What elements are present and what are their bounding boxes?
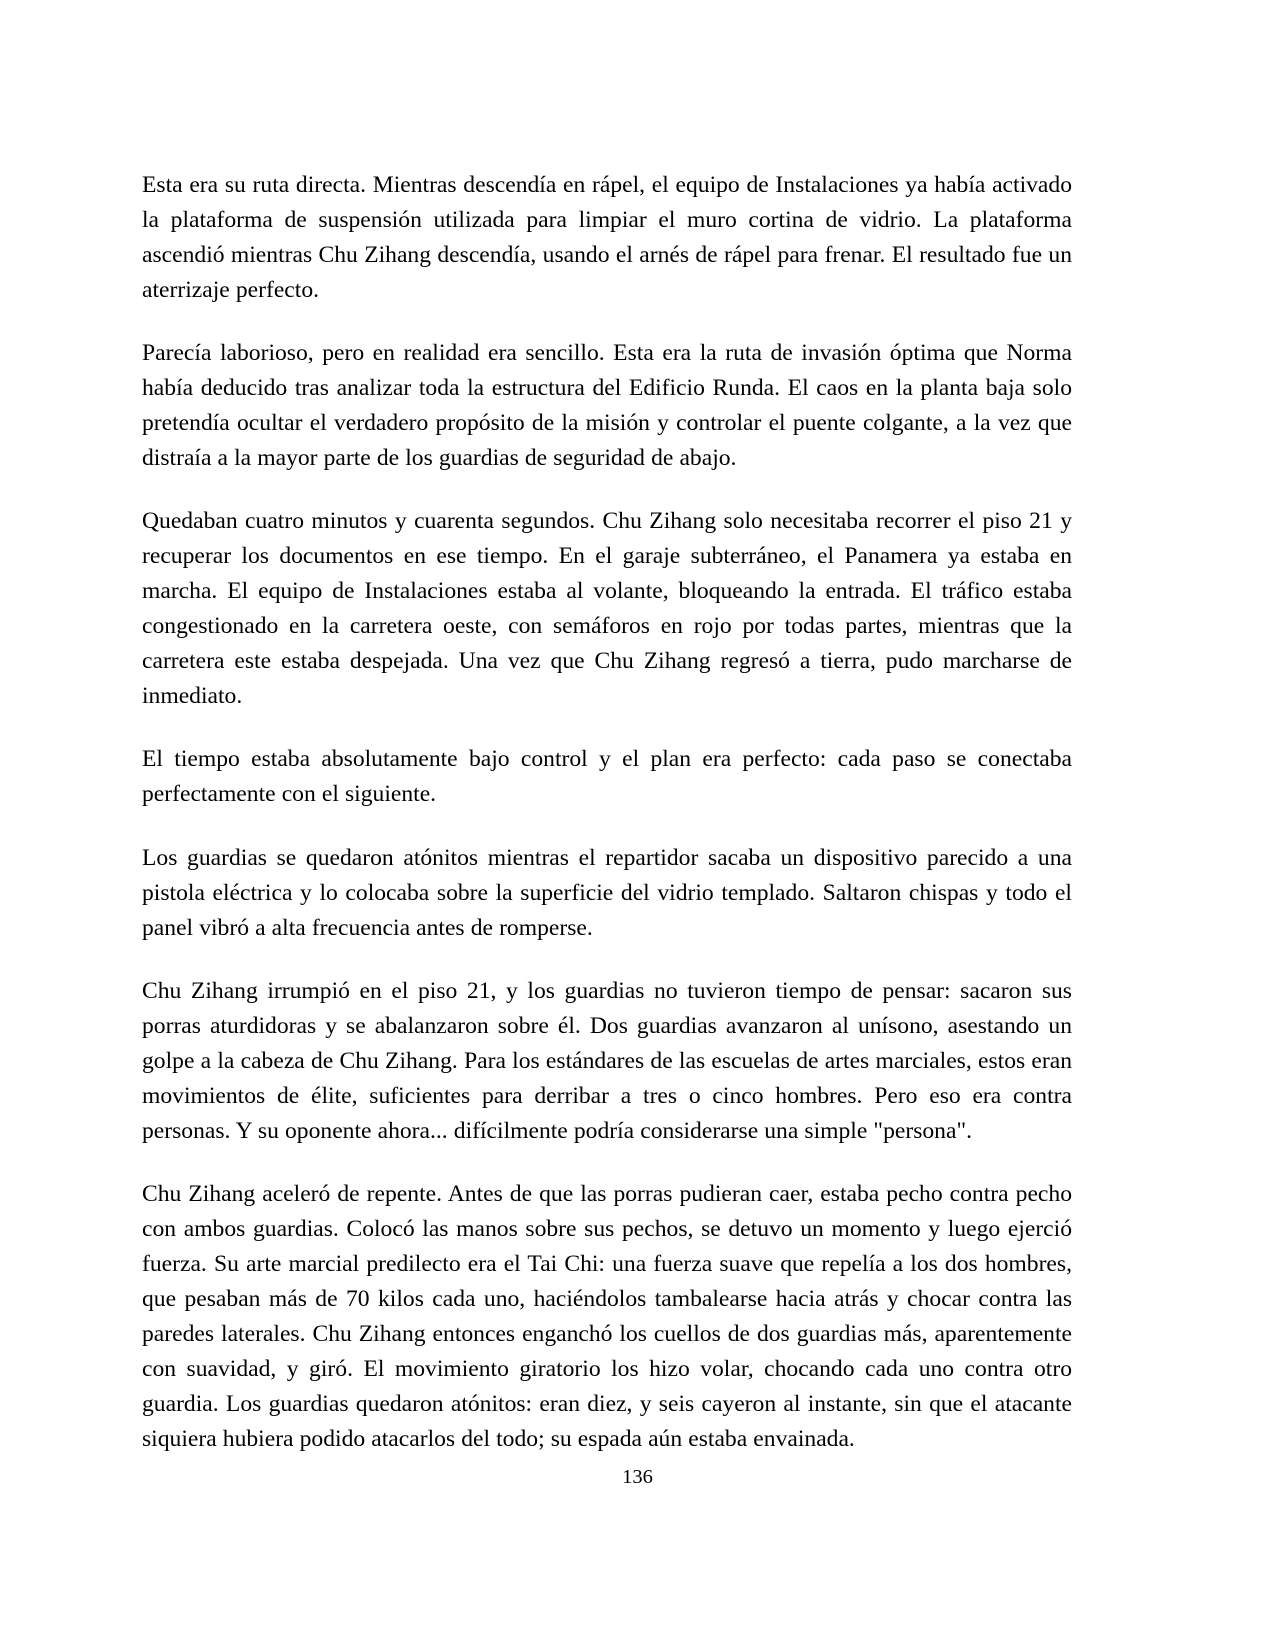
paragraph: Los guardias se quedaron atónitos mientras el repartidor sacaba un dispositivo parecido a una pistola eléctrica y lo colocaba sobre la superficie del vidrio templado. Saltaron chispas y todo el panel vibró a alta frecuencia antes de romperse. [142, 844, 1072, 941]
page-number: 136 [622, 1466, 653, 1488]
paragraph: Quedaban cuatro minutos y cuarenta segundos. Chu Zihang solo necesitaba recorrer el piso 21 y recuperar los documentos en ese tiempo. En el garaje subterráneo, el Panamera ya estaba en marcha. El equipo de Instalaciones estaba al volante, bloqueando la entrada. El tráfico estaba congestionado en la carretera oeste, con semáforos en rojo por todas partes, mientras que la carretera este estaba despejada. Una vez que Chu Zihang regresó a tierra, pudo marcharse de inmediato. [142, 508, 1072, 710]
paragraph: Chu Zihang irrumpió en el piso 21, y los guardias no tuvieron tiempo de pensar: sacaron sus porras aturdidoras y se abalanzaron sobre él. Dos guardias avanzaron al unísono, asestando un golpe a la cabeza de Chu Zihang. Para los estándares de las escuelas de artes marciales, estos eran movimientos de élite, suficientes para derribar a tres o cinco hombres. Pero eso era contra personas. Y su oponente ahora... difícilmente podría considerarse una simple "persona". [142, 977, 1072, 1144]
paragraph: Esta era su ruta directa. Mientras descendía en rápel, el equipo de Instalaciones ya había activado la plataforma de suspensión utilizada para limpiar el muro cortina de vidrio. La plataforma ascendió mientras Chu Zihang descendía, usando el arnés de rápel para frenar. El resultado fue un aterrizaje perfecto. [142, 172, 1072, 304]
paragraph: Parecía laborioso, pero en realidad era sencillo. Esta era la ruta de invasión óptima que Norma había deducido tras analizar toda la estructura del Edificio Runda. El caos en la planta baja solo pretendía ocultar el verdadero propósito de la misión y controlar el puente colgante, a la vez que distraía a la mayor parte de los guardias de seguridad de abajo. [142, 340, 1072, 472]
page-body-text [142, 168, 1072, 1457]
paragraph: El tiempo estaba absolutamente bajo control y el plan era perfecto: cada paso se conectaba perfectamente con el siguiente. [142, 746, 1072, 808]
paragraph: Chu Zihang aceleró de repente. Antes de que las porras pudieran caer, estaba pecho contra pecho con ambos guardias. Colocó las manos sobre sus pechos, se detuvo un momento y luego ejerció fuerza. Su arte marcial predilecto era el Tai Chi: una fuerza suave que repelía a los dos hombres, que pesaban más de 70 kilos cada uno, haciéndolos tambalearse hacia atrás y chocar contra las paredes laterales. Chu Zihang entonces enganchó los cuellos de dos guardias más, aparentemente con suavidad, y giró. El movimiento giratorio los hizo volar, chocando cada uno contra otro guardia. Los guardias quedaron atónitos: eran diez, y seis cayeron al instante, sin que el atacante siquiera hubiera podido atacarlos del todo; su espada aún estaba envainada. [142, 1180, 1072, 1452]
